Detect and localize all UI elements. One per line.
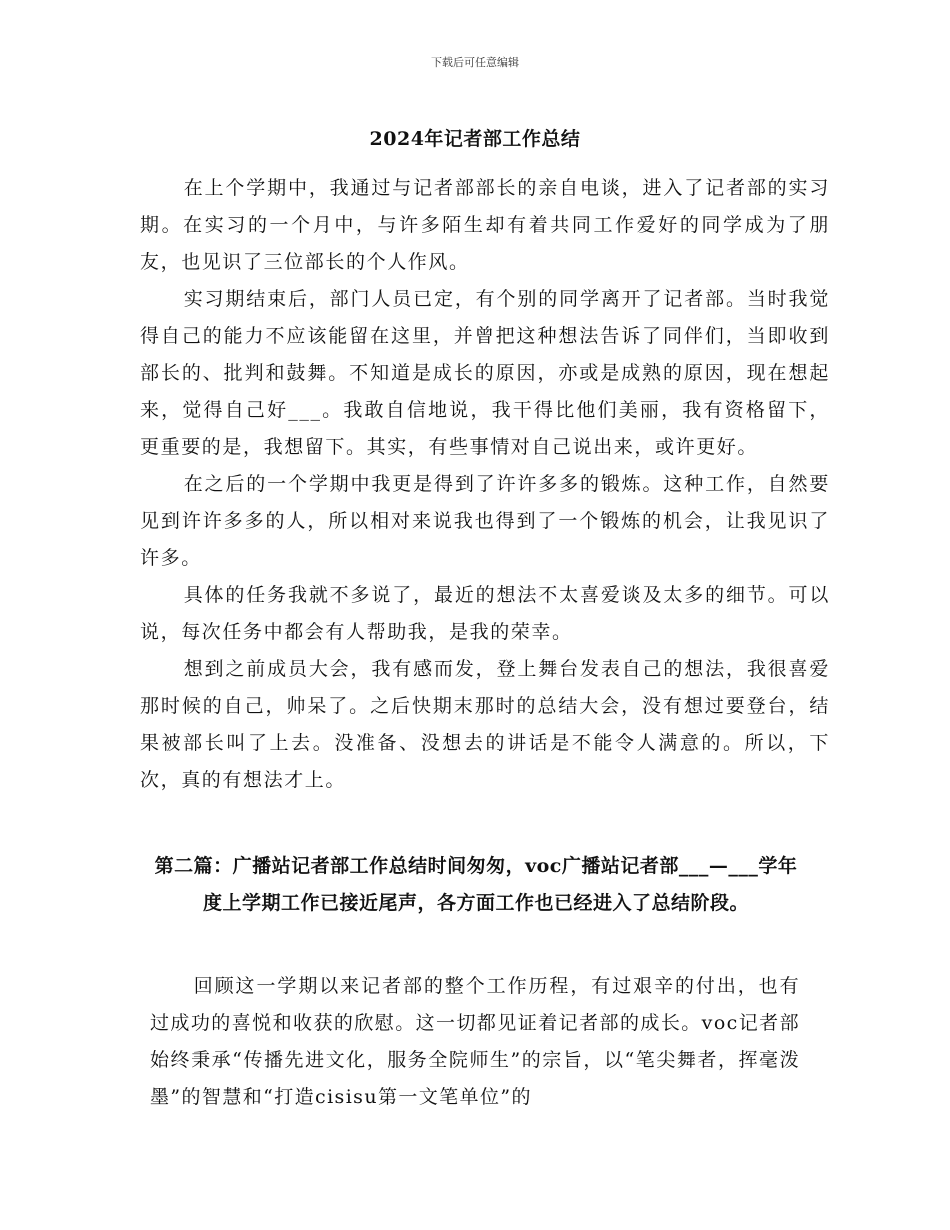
section-2-paragraph: 回顾这一学期以来记者部的整个工作历程，有过艰辛的付出，也有过成功的喜悦和收获的欣慰。这一切都见证着记者部的成长。voc记者部始终秉承“传播先进文化，服务全院师生”的宗旨，以“笔尖舞者，挥毫泼墨”的智慧和“打造cisisu第一文笔单位”的 [150,975,800,1108]
body-paragraph: 具体的任务我就不多说了，最近的想法不太喜爱谈及太多的细节。可以说，每次任务中都会有人帮助我，是我的荣幸。 [140,584,830,643]
document-title: 2024年记者部工作总结 [369,128,581,150]
body-paragraph: 在之后的一个学期中我更是得到了许许多多的锻炼。这种工作，自然要见到许许多多的人，所以相对来说我也得到了一个锻炼的机会，让我见识了许多。 [140,473,830,569]
document-body [140,170,830,799]
body-paragraph: 实习期结束后，部门人员已定，有个别的同学离开了记者部。当时我觉得自己的能力不应该能留在这里，并曾把这种想法告诉了同伴们，当即收到部长的、批判和鼓舞。不知道是成长的原因，亦或是成熟的原因，现在想起来，觉得自己好___。我敢自信地说，我干得比他们美丽，我有资格留下，更重要的是，我想留下。其实，有些事情对自己说出来，或许更好。 [140,288,830,458]
body-paragraph: 想到之前成员大会，我有感而发，登上舞台发表自己的想法，我很喜爱那时候的自己，帅呆了。之后快期末那时的总结大会，没有想过要登台，结果被部长叫了上去。没准备、没想去的讲话是不能令人满意的。所以，下次，真的有想法才上。 [140,658,830,791]
page-header-note: 下载后可任意编辑 [431,56,519,69]
section-2-body [150,968,800,1116]
section-2-heading: 第二篇：广播站记者部工作总结时间匆匆，voc广播站记者部___—___学年度上学期工作已接近尾声，各方面工作也已经进入了总结阶段。 [154,855,798,914]
body-paragraph: 在上个学期中，我通过与记者部部长的亲自电谈，进入了记者部的实习期。在实习的一个月中，与许多陌生却有着共同工作爱好的同学成为了朋友，也见识了三位部长的个人作风。 [140,177,830,273]
